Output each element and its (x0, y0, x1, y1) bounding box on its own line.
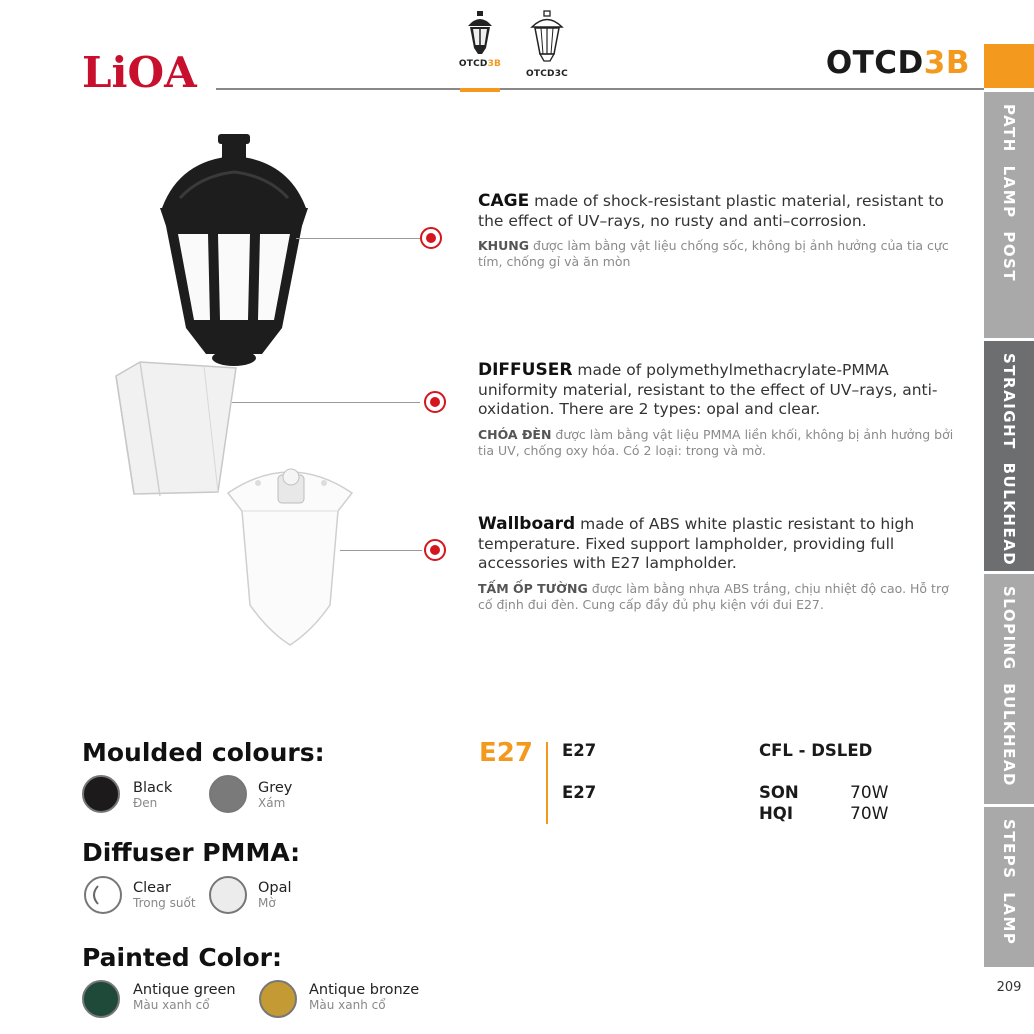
swatch-grey (209, 775, 247, 813)
lantern-outline-thumb-icon (529, 10, 565, 66)
wallboard-desc-vn: TẤM ỐP TƯỜNG được làm bằng nhựa ABS trắng, chịu nhiệt độ cao. Hỗ trợ cố định đui đèn. Cung cấp đầy đủ phụ kiện với đui E27. (478, 580, 949, 612)
swatch-antique-green (82, 980, 120, 1018)
section-color-block (984, 44, 1034, 88)
cage-leader-line (296, 238, 420, 239)
swatch-grey-label: Grey Xám (258, 780, 293, 810)
swatch-opal-label: Opal Mờ (258, 880, 292, 910)
spec-row2-lamp-hqi: HQI (759, 804, 793, 823)
page-number: 209 (996, 980, 1022, 995)
diffuser-desc-vn: CHÓA ĐÈN được làm bằng vật liệu PMMA liền khối, không bị ảnh hưởng bởi tia UV, chống oxy hóa. Có 2 loại: trong và mờ. (478, 426, 954, 458)
spec-row2-power-son: 70W (850, 783, 889, 803)
swatch-antique-bronze-label: Antique bronze Màu xanh cổ (309, 982, 420, 1012)
tab-sloping-bulkhead[interactable]: SLOPING BULKHEAD (984, 574, 1034, 804)
spec-row2-lamp-son: SON (759, 783, 799, 802)
variant-label: OTCD3C (526, 69, 568, 79)
cage-desc-vn: KHUNG được làm bằng vật liệu chống sốc, không bị ảnh hưởng của tia cực tím, chống gỉ và ăn mòn (478, 238, 949, 269)
variant-otcd3c[interactable] (517, 10, 577, 79)
tab-path-lamp-post[interactable]: PATH LAMP POST (984, 92, 1034, 338)
lantern-black-thumb-icon (465, 10, 495, 56)
spec-row1-socket: E27 (562, 741, 597, 760)
header-divider (216, 88, 984, 90)
painted-color-title: Painted Color: (82, 943, 282, 972)
model-title: OTCD3B (825, 45, 970, 81)
diffuser-illustration (106, 356, 238, 502)
diffuser-pmma-title: Diffuser PMMA: (82, 838, 301, 867)
diffuser-leader-line (232, 402, 420, 403)
cage-desc-en: CAGE made of shock-resistant plastic material, resistant to the effect of UV–rays, no rusty and anti–corrosion. (478, 191, 944, 230)
variant-otcd3b[interactable] (450, 10, 510, 69)
swatch-clear (84, 876, 122, 914)
tab-steps-lamp[interactable]: STEPS LAMP (984, 807, 1034, 967)
swatch-black-label: Black Đen (133, 780, 173, 810)
variant-label: OTCD3B (458, 59, 502, 69)
spec-row2-power-hqi: 70W (850, 804, 889, 824)
cage-description (478, 192, 960, 270)
tab-straight-bulkhead[interactable]: STRAIGHT BULKHEAD (984, 341, 1034, 571)
diffuser-description (478, 361, 960, 459)
swatch-opal (209, 876, 247, 914)
diffuser-marker-icon (424, 391, 446, 413)
diffuser-desc-en: DIFFUSER made of polymethylmethacrylate-PMMA uniformity material, resistant to the effect of UV–rays, anti-oxidation. There are 2 types: opal and clear. (478, 360, 938, 418)
socket-type-label: E27 (479, 738, 533, 768)
swatch-antique-green-label: Antique green Màu xanh cổ (133, 982, 236, 1012)
swatch-antique-bronze (259, 980, 297, 1018)
wallboard-illustration (222, 455, 358, 653)
cage-illustration (150, 128, 318, 370)
spec-row2-socket: E27 (562, 783, 597, 802)
active-variant-indicator (460, 88, 500, 92)
clear-gloss-icon (86, 878, 120, 912)
spec-row1-lamp: CFL - DSLED (759, 741, 873, 760)
wallboard-leader-line (340, 550, 422, 551)
brand-logo: LiOA (82, 48, 197, 97)
swatch-black (82, 775, 120, 813)
moulded-colours-title: Moulded colours: (82, 738, 325, 767)
wallboard-description (478, 515, 960, 613)
cage-marker-icon (420, 227, 442, 249)
wallboard-desc-en: Wallboard made of ABS white plastic resistant to high temperature. Fixed support lampholder, providing full accessories with E27 lampholder. (478, 514, 915, 572)
swatch-clear-label: Clear Trong suốt (133, 880, 196, 910)
wallboard-marker-icon (424, 539, 446, 561)
spec-divider (546, 742, 548, 824)
